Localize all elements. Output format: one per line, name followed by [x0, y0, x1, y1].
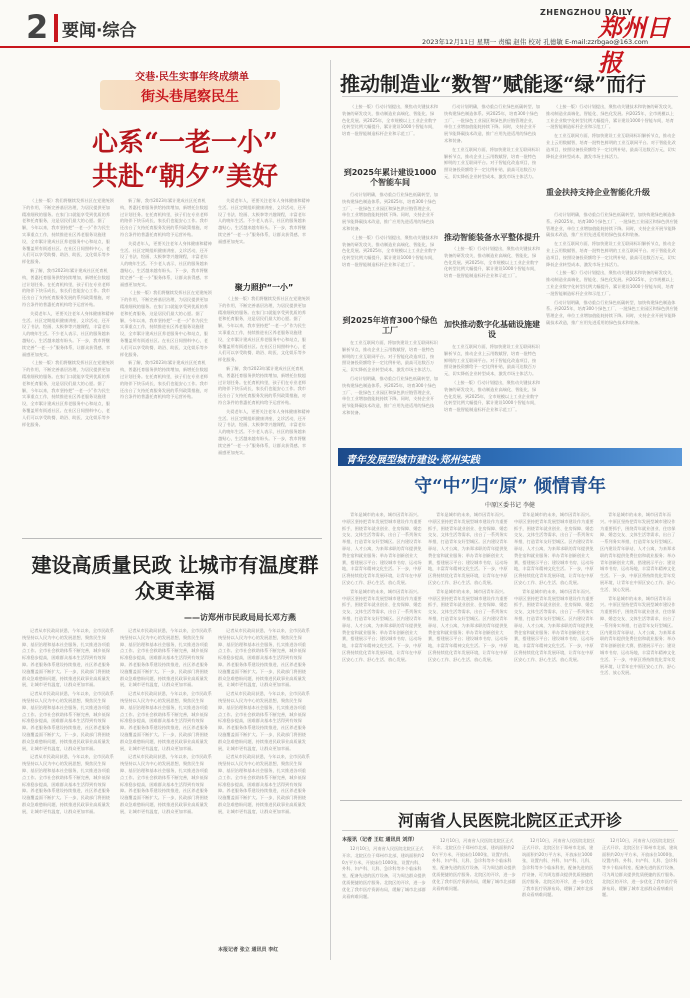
article2-column-2: 记者从市民政局获悉，今年以来，全市民政系统坚持以人民为中心的发展思想，聚焦民生保障、基层治理和基本社会服务，扎实推进各项重点工作。全市社会救助体系不断完善，城乡低保标准稳步提高，困难群众基本生活得到有效保障。养老服务体系建设持续推进，社区养老服务设施覆盖面不断扩大。下一步，民政部门将围绕群众急难愁盼问题，持续推进民政事业高质量发展，让城市更有温度，让群众更加幸福。 记者从市民政局获悉，今年以来，全市民政系统坚持以人民为中心的发展思想，聚焦民生保障、基层治理和基本社会服务，扎实推进各项重点工作。全市社会救助体系不断完善，城乡低保标准稳步提高，困难群众基本生活得到有效保障。养老服务体系建设持续推进，社区养老服务设施覆盖面不断扩大。下一步，民政部门将围绕群众急难愁盼问题，持续推进民政事业高质量发展，让城市更有温度，让群众更加幸福。 记者从市民政局获悉，今年以来，全市民政系统坚持以人民为中心的发展思想，聚焦民生保障、基层治理和基本社会服务，扎实推进各项重点工作。全市社会救助体系不断完善，城乡低保标准稳步提高，困难群众基本生活得到有效保障。养老服务体系建设持续推进，社区养老服务设施覆盖面不断扩大。下一步，民政部门将围绕群众急难愁盼问题，持续推进民政事业高质量发展，让城市更有温度，让群众更加幸福。 [120, 628, 212, 814]
article3-heading-5: 重金扶持支持企业智能化升级 [546, 188, 650, 197]
article3-heading-3: 推动智能装备水平整体提升 [444, 233, 540, 242]
article3-column-2b: （上接一版）行动计划提出，聚焦动关键技术和装备的研发攻关，推动制造业高端化、智能化、绿色化发展。到2025年，全市规模以上工业企业数字化转型比例大幅提升，累计建设1000个智能车间，培育一批智能制造标杆企业和示范工厂。 [444, 246, 540, 279]
article5-column-4: 12月10日，河南省人民医院北院区正式开诊。北院区位于郑州市北部，建筑面积约20万平方米，开放床位1000张，设置内科、外科、妇产科、儿科、急诊科等多个临床科室，配备先进的医疗设备，可为周边群众提供优质便捷的医疗服务。北院区的开诊，进一步优化了我市医疗资源布局，缓解了城市北部群众看病难问题。 [602, 838, 678, 898]
article3-title: 推动制造业“数智”赋能逐“绿”而行 [340, 72, 647, 96]
section-title: 要闻·综合 [62, 21, 137, 41]
article1-column-1: （上接一版）我们将继续发挥社区在党建统领下的作用，不断完善基层治理，为居民提供更加精准细致的服务。在家门口就能享受到优质的养老和托育服务，这是居民们最大的心愿。据了解，今年以来，我市坚持把“一老一小”作为民生实事重点工作，持续推进社区养老服务设施建设，全市累计建成社区养老服务中心和站点，服务覆盖所有街道社区。在社区日间照料中心，老人们可以享受助餐、助浴、助医、文化娱乐等多样化服务。 新了解，我市2023年累计建成社区托育机构，普惠托育服务供给持续增加，新增托位数超过计划任务。在托育机构里，孩子们在专业老师的陪伴下快乐成长，家长们也能安心工作。我市还出台了支持托育服务发展的系列政策措施，对符合条件的普惠托育机构给予运营补贴。 关爱老年人，更要关注老年人身体健康和精神生活。社区定期组织健康讲座、义诊活动，还开设了书法、绘画、太极拳等兴趣课程，丰富老年人的晚年生活。不少老人表示，社区的服务越来越贴心，生活越来越有盼头。下一步，我市将继续完善“一老一小”服务体系，让群众获得感、幸福感更加充实。 （上接一版）我们将继续发挥社区在党建统领下的作用，不断完善基层治理，为居民提供更加精准细致的服务。在家门口就能享受到优质的养老和托育服务，这是居民们最大的心愿。据了解，今年以来，我市坚持把“一老一小”作为民生实事重点工作，持续推进社区养老服务设施建设，全市累计建成社区养老服务中心和站点，服务覆盖所有街道社区。在社区日间照料中心，老人们可以享受助餐、助浴、助医、文化娱乐等多样化服务。 [22, 198, 114, 427]
article3-heading-1: 到2025年累计建设1000个智能车间 [343, 168, 437, 187]
article1-column-3b: （上接一版）我们将继续发挥社区在党建统领下的作用，不断完善基层治理，为居民提供更加精准细致的服务。在家门口就能享受到优质的养老和托育服务，这是居民们最大的心愿。据了解，今年以来，我市坚持把“一老一小”作为民生实事重点工作，持续推进社区养老服务设施建设，全市累计建成社区养老服务中心和站点，服务覆盖所有街道社区。在社区日间照料中心，老人们可以享受助餐、助浴、助医、文化娱乐等多样化服务。 新了解，我市2023年累计建成社区托育机构，普惠托育服务供给持续增加，新增托位数超过计划任务。在托育机构里，孩子们在专业老师的陪伴下快乐成长，家长们也能安心工作。我市还出台了支持托育服务发展的系列政策措施，对符合条件的普惠托育机构给予运营补贴。 关爱老年人，更要关注老年人身体健康和精神生活。社区定期组织健康讲座、义诊活动，还开设了书法、绘画、太极拳等兴趣课程，丰富老年人的晚年生活。不少老人表示，社区的服务越来越贴心，生活越来越有盼头。下一步，我市将继续完善“一老一小”服务体系，让群众获得感、幸福感更加充实。 [218, 296, 310, 455]
page-number: 2 [26, 8, 49, 46]
section-banner-text: 青年发展型城市建设·郑州实践 [346, 455, 480, 466]
article3-column-1c: 在工业互联网方面，将加快建设工业互联网标识解析节点，推动企业上云用数赋智，培育一批特色鲜明的工业互联网平台。对于智能化改造项目，按照设备投资额给予一定比例补贴，最高可达数百万元，切实降低企业转型成本，激发市场主体活力。 行动计划明确，推动重点行业绿色低碳转型，加快构建绿色制造体系。到2025年，培育300个绿色工厂、一批绿色工业园区和绿色供应链管理企业，单位工业增加值能耗持续下降。同时，支持企业开展节能降碳技术改造，推广应用先进适用的绿色技术和装备。 [342, 340, 438, 415]
article5-column-2: 12月10日，河南省人民医院北院区正式开诊。北院区位于郑州市北部，建筑面积约20万平方米，开放床位1000张，设置内科、外科、妇产科、儿科、急诊科等多个临床科室，配备先进的医疗设备，可为周边群众提供优质便捷的医疗服务。北院区的开诊，进一步优化了我市医疗资源布局，缓解了城市北部群众看病难问题。 [432, 838, 516, 891]
date-line: 2023年12月11日 星期一 责编 赵伟 校对 孔德敏 E-mail:zzrbgao@163.com [422, 38, 649, 46]
title-rule [342, 830, 678, 831]
article5-byline: 本报讯（记者 王红 通讯员 刘洋） [342, 837, 418, 843]
article5-column-1: 12月10日，河南省人民医院北院区正式开诊。北院区位于郑州市北部，建筑面积约20万平方米，开放床位1000张，设置内科、外科、妇产科、儿科、急诊科等多个临床科室，配备先进的医疗设备，可为周边群众提供优质便捷的医疗服务。北院区的开诊，进一步优化了我市医疗资源布局，缓解了城市北部群众看病难问题。 [342, 846, 426, 899]
article3-column-2a: 行动计划明确，推动重点行业绿色低碳转型，加快构建绿色制造体系。到2025年，培育300个绿色工厂、一批绿色工业园区和绿色供应链管理企业，单位工业增加值能耗持续下降。同时，支持企业开展节能降碳技术改造，推广应用先进适用的绿色技术和装备。 在工业互联网方面，将加快建设工业互联网标识解析节点，推动企业上云用数赋智，培育一批特色鲜明的工业互联网平台。对于智能化改造项目，按照设备投资额给予一定比例补贴，最高可达数百万元，切实降低企业转型成本，激发市场主体活力。 [444, 104, 540, 179]
article4-column-3: 青年是城市的未来，城市因青年而兴。中原区坚持把青年发展型城市建设作为重要抓手，围绕青年就业创业、住房保障、婚恋交友、文体生活等需求，出台了一系列务实举措，打造青年友好型城区。区内建设青年驿站、人才公寓，为来郑求职的青年提供免费住宿和就业服务；举办青年创新创业大赛，搭建展示平台；建设城市书房、运动场地，丰富青年精神文化生活。下一步，中原区将持续优化青年发展环境，让青年在中原区安心工作、舒心生活、放心发展。 青年是城市的未来，城市因青年而兴。中原区坚持把青年发展型城市建设作为重要抓手，围绕青年就业创业、住房保障、婚恋交友、文体生活等需求，出台了一系列务实举措，打造青年友好型城区。区内建设青年驿站、人才公寓，为来郑求职的青年提供免费住宿和就业服务；举办青年创新创业大赛，搭建展示平台；建设城市书房、运动场地，丰富青年精神文化生活。下一步，中原区将持续优化青年发展环境，让青年在中原区安心工作、舒心生活、放心发展。 [514, 512, 594, 662]
article2-column-1: 记者从市民政局获悉，今年以来，全市民政系统坚持以人民为中心的发展思想，聚焦民生保障、基层治理和基本社会服务，扎实推进各项重点工作。全市社会救助体系不断完善，城乡低保标准稳步提高，困难群众基本生活得到有效保障。养老服务体系建设持续推进，社区养老服务设施覆盖面不断扩大。下一步，民政部门将围绕群众急难愁盼问题，持续推进民政事业高质量发展，让城市更有温度，让群众更加幸福。 记者从市民政局获悉，今年以来，全市民政系统坚持以人民为中心的发展思想，聚焦民生保障、基层治理和基本社会服务，扎实推进各项重点工作。全市社会救助体系不断完善，城乡低保标准稳步提高，困难群众基本生活得到有效保障。养老服务体系建设持续推进，社区养老服务设施覆盖面不断扩大。下一步，民政部门将围绕群众急难愁盼问题，持续推进民政事业高质量发展，让城市更有温度，让群众更加幸福。 记者从市民政局获悉，今年以来，全市民政系统坚持以人民为中心的发展思想，聚焦民生保障、基层治理和基本社会服务，扎实推进各项重点工作。全市社会救助体系不断完善，城乡低保标准稳步提高，困难群众基本生活得到有效保障。养老服务体系建设持续推进，社区养老服务设施覆盖面不断扩大。下一步，民政部门将围绕群众急难愁盼问题，持续推进民政事业高质量发展，让城市更有温度，让群众更加幸福。 [22, 628, 114, 814]
article1-title-line1: 心系“一老一小” [92, 128, 278, 158]
divider [340, 800, 682, 801]
header-divider [54, 14, 58, 42]
article3-column-3a: （上接一版）行动计划提出，聚焦动关键技术和装备的研发攻关，推动制造业高端化、智能化、绿色化发展。到2025年，全市规模以上工业企业数字化转型比例大幅提升，累计建设1000个智能车间，培育一批智能制造标杆企业和示范工厂。 在工业互联网方面，将加快建设工业互联网标识解析节点，推动企业上云用数赋智，培育一批特色鲜明的工业互联网平台。对于智能化改造项目，按照设备投资额给予一定比例补贴，最高可达数百万元，切实降低企业转型成本，激发市场主体活力。 [546, 104, 676, 159]
article4-column-2: 青年是城市的未来，城市因青年而兴。中原区坚持把青年发展型城市建设作为重要抓手，围绕青年就业创业、住房保障、婚恋交友、文体生活等需求，出台了一系列务实举措，打造青年友好型城区。区内建设青年驿站、人才公寓，为来郑求职的青年提供免费住宿和就业服务；举办青年创新创业大赛，搭建展示平台；建设城市书房、运动场地，丰富青年精神文化生活。下一步，中原区将持续优化青年发展环境，让青年在中原区安心工作、舒心生活、放心发展。 青年是城市的未来，城市因青年而兴。中原区坚持把青年发展型城市建设作为重要抓手，围绕青年就业创业、住房保障、婚恋交友、文体生活等需求，出台了一系列务实举措，打造青年友好型城区。区内建设青年驿站、人才公寓，为来郑求职的青年提供免费住宿和就业服务；举办青年创新创业大赛，搭建展示平台；建设城市书房、运动场地，丰富青年精神文化生活。下一步，中原区将持续优化青年发展环境，让青年在中原区安心工作、舒心生活、放心发展。 [428, 512, 508, 662]
article3-column-1b: 行动计划明确，推动重点行业绿色低碳转型，加快构建绿色制造体系。到2025年，培育300个绿色工厂、一批绿色工业园区和绿色供应链管理企业，单位工业增加值能耗持续下降。同时，支持企业开展节能降碳技术改造，推广应用先进适用的绿色技术和装备。 （上接一版）行动计划提出，聚焦动关键技术和装备的研发攻关，推动制造业高端化、智能化、绿色化发展。到2025年，全市规模以上工业企业数字化转型比例大幅提升，累计建设1000个智能车间，培育一批智能制造标杆企业和示范工厂。 [342, 192, 438, 267]
paper-logo: 郑州日报 [598, 13, 670, 77]
article1-title-line2: 共赴“朝夕”美好 [92, 162, 278, 192]
article5-column-3: 12月10日，河南省人民医院北院区正式开诊。北院区位于郑州市北部，建筑面积约20万平方米，开放床位1000张，设置内科、外科、妇产科、儿科、急诊科等多个临床科室，配备先进的医疗设备，可为周边群众提供优质便捷的医疗服务。北院区的开诊，进一步优化了我市医疗资源布局，缓解了城市北部群众看病难问题。 [522, 838, 596, 898]
article1-kicker: 交巷·民生实事年终成绩单 [135, 72, 249, 83]
column-divider [330, 60, 331, 960]
article3-column-2c: 在工业互联网方面，将加快建设工业互联网标识解析节点，推动企业上云用数赋智，培育一批特色鲜明的工业互联网平台。对于智能化改造项目，按照设备投资额给予一定比例补贴，最高可达数百万元，切实降低企业转型成本，激发市场主体活力。 （上接一版）行动计划提出，聚焦动关键技术和装备的研发攻关，推动制造业高端化、智能化、绿色化发展。到2025年，全市规模以上工业企业数字化转型比例大幅提升，累计建设1000个智能车间，培育一批智能制造标杆企业和示范工厂。 [444, 344, 540, 413]
article2-title: 建设高质量民政 让城市有温度群众更幸福 [31, 553, 319, 603]
header-rule [0, 46, 690, 48]
article1-kicker-title: 街头巷尾察民生 [141, 89, 239, 105]
paper-english-name: ZHENGZHOU DAILY [540, 8, 633, 17]
article4-column-4: 青年是城市的未来，城市因青年而兴。中原区坚持把青年发展型城市建设作为重要抓手，围绕青年就业创业、住房保障、婚恋交友、文体生活等需求，出台了一系列务实举措，打造青年友好型城区。区内建设青年驿站、人才公寓，为来郑求职的青年提供免费住宿和就业服务；举办青年创新创业大赛，搭建展示平台；建设城市书房、运动场地，丰富青年精神文化生活。下一步，中原区将持续优化青年发展环境，让青年在中原区安心工作、舒心生活、放心发展。 青年是城市的未来，城市因青年而兴。中原区坚持把青年发展型城市建设作为重要抓手，围绕青年就业创业、住房保障、婚恋交友、文体生活等需求，出台了一系列务实举措，打造青年友好型城区。区内建设青年驿站、人才公寓，为来郑求职的青年提供免费住宿和就业服务；举办青年创新创业大赛，搭建展示平台；建设城市书房、运动场地，丰富青年精神文化生活。下一步，中原区将持续优化青年发展环境，让青年在中原区安心工作、舒心生活、放心发展。 [600, 512, 676, 676]
article2-column-3: 记者从市民政局获悉，今年以来，全市民政系统坚持以人民为中心的发展思想，聚焦民生保障、基层治理和基本社会服务，扎实推进各项重点工作。全市社会救助体系不断完善，城乡低保标准稳步提高，困难群众基本生活得到有效保障。养老服务体系建设持续推进，社区养老服务设施覆盖面不断扩大。下一步，民政部门将围绕群众急难愁盼问题，持续推进民政事业高质量发展，让城市更有温度，让群众更加幸福。 记者从市民政局获悉，今年以来，全市民政系统坚持以人民为中心的发展思想，聚焦民生保障、基层治理和基本社会服务，扎实推进各项重点工作。全市社会救助体系不断完善，城乡低保标准稳步提高，困难群众基本生活得到有效保障。养老服务体系建设持续推进，社区养老服务设施覆盖面不断扩大。下一步，民政部门将围绕群众急难愁盼问题，持续推进民政事业高质量发展，让城市更有温度，让群众更加幸福。 记者从市民政局获悉，今年以来，全市民政系统坚持以人民为中心的发展思想，聚焦民生保障、基层治理和基本社会服务，扎实推进各项重点工作。全市社会救助体系不断完善，城乡低保标准稳步提高，困难群众基本生活得到有效保障。养老服务体系建设持续推进，社区养老服务设施覆盖面不断扩大。下一步，民政部门将围绕群众急难愁盼问题，持续推进民政事业高质量发展，让城市更有温度，让群众更加幸福。 [218, 628, 310, 814]
article2-byline: ——访郑州市民政局局长邓方燕 [184, 613, 296, 622]
title-rule [342, 96, 678, 97]
article1-subhead: 聚力照护“一小” [234, 283, 294, 292]
article1-column-2: 新了解，我市2023年累计建成社区托育机构，普惠托育服务供给持续增加，新增托位数超过计划任务。在托育机构里，孩子们在专业老师的陪伴下快乐成长，家长们也能安心工作。我市还出台了支持托育服务发展的系列政策措施，对符合条件的普惠托育机构给予运营补贴。 关爱老年人，更要关注老年人身体健康和精神生活。社区定期组织健康讲座、义诊活动，还开设了书法、绘画、太极拳等兴趣课程，丰富老年人的晚年生活。不少老人表示，社区的服务越来越贴心，生活越来越有盼头。下一步，我市将继续完善“一老一小”服务体系，让群众获得感、幸福感更加充实。 （上接一版）我们将继续发挥社区在党建统领下的作用，不断完善基层治理，为居民提供更加精准细致的服务。在家门口就能享受到优质的养老和托育服务，这是居民们最大的心愿。据了解，今年以来，我市坚持把“一老一小”作为民生实事重点工作，持续推进社区养老服务设施建设，全市累计建成社区养老服务中心和站点，服务覆盖所有街道社区。在社区日间照料中心，老人们可以享受助餐、助浴、助医、文化娱乐等多样化服务。 新了解，我市2023年累计建成社区托育机构，普惠托育服务供给持续增加，新增托位数超过计划任务。在托育机构里，孩子们在专业老师的陪伴下快乐成长，家长们也能安心工作。我市还出台了支持托育服务发展的系列政策措施，对符合条件的普惠托育机构给予运营补贴。 [120, 198, 212, 400]
article3-heading-2: 到2025年培育300个绿色工厂 [342, 316, 438, 335]
article4-title: 守“中”归“原” 倾情青年 [414, 476, 606, 497]
article3-heading-4: 加快推动数字化基础设施建设 [444, 320, 540, 339]
divider [22, 538, 322, 539]
article4-byline: 中原区委书记 李健 [485, 502, 535, 509]
article2-footer: 本报记者 张立 通讯员 李红 [218, 947, 279, 953]
article3-column-1a: （上接一版）行动计划提出，聚焦动关键技术和装备的研发攻关，推动制造业高端化、智能化、绿色化发展。到2025年，全市规模以上工业企业数字化转型比例大幅提升，累计建设1000个智能车间，培育一批智能制造标杆企业和示范工厂。 [342, 104, 438, 137]
article3-column-3b: 行动计划明确，推动重点行业绿色低碳转型，加快构建绿色制造体系。到2025年，培育300个绿色工厂、一批绿色工业园区和绿色供应链管理企业，单位工业增加值能耗持续下降。同时，支持企业开展节能降碳技术改造，推广应用先进适用的绿色技术和装备。 在工业互联网方面，将加快建设工业互联网标识解析节点，推动企业上云用数赋智，培育一批特色鲜明的工业互联网平台。对于智能化改造项目，按照设备投资额给予一定比例补贴，最高可达数百万元，切实降低企业转型成本，激发市场主体活力。 （上接一版）行动计划提出，聚焦动关键技术和装备的研发攻关，推动制造业高端化、智能化、绿色化发展。到2025年，全市规模以上工业企业数字化转型比例大幅提升，累计建设1000个智能车间，培育一批智能制造标杆企业和示范工厂。 行动计划明确，推动重点行业绿色低碳转型，加快构建绿色制造体系。到2025年，培育300个绿色工厂、一批绿色工业园区和绿色供应链管理企业，单位工业增加值能耗持续下降。同时，支持企业开展节能降碳技术改造，推广应用先进适用的绿色技术和装备。 [546, 212, 678, 325]
article1-column-3a: 关爱老年人，更要关注老年人身体健康和精神生活。社区定期组织健康讲座、义诊活动，还开设了书法、绘画、太极拳等兴趣课程，丰富老年人的晚年生活。不少老人表示，社区的服务越来越贴心，生活越来越有盼头。下一步，我市将继续完善“一老一小”服务体系，让群众获得感、幸福感更加充实。 [218, 198, 310, 244]
article5-title: 河南省人民医院北院区正式开诊 [397, 811, 622, 830]
article4-column-1: 青年是城市的未来，城市因青年而兴。中原区坚持把青年发展型城市建设作为重要抓手，围绕青年就业创业、住房保障、婚恋交友、文体生活等需求，出台了一系列务实举措，打造青年友好型城区。区内建设青年驿站、人才公寓，为来郑求职的青年提供免费住宿和就业服务；举办青年创新创业大赛，搭建展示平台；建设城市书房、运动场地，丰富青年精神文化生活。下一步，中原区将持续优化青年发展环境，让青年在中原区安心工作、舒心生活、放心发展。 青年是城市的未来，城市因青年而兴。中原区坚持把青年发展型城市建设作为重要抓手，围绕青年就业创业、住房保障、婚恋交友、文体生活等需求，出台了一系列务实举措，打造青年友好型城区。区内建设青年驿站、人才公寓，为来郑求职的青年提供免费住宿和就业服务；举办青年创新创业大赛，搭建展示平台；建设城市书房、运动场地，丰富青年精神文化生活。下一步，中原区将持续优化青年发展环境，让青年在中原区安心工作、舒心生活、放心发展。 [342, 512, 422, 662]
